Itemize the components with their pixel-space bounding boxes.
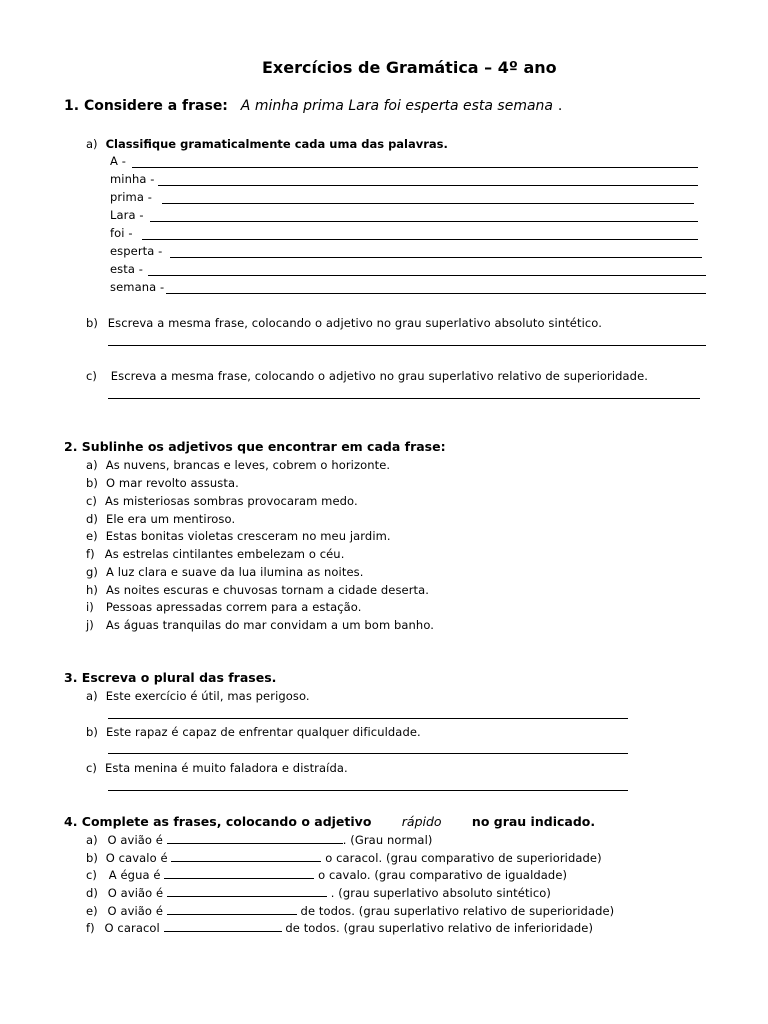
q3-heading: 3. Escreva o plural das frases.	[64, 670, 277, 685]
q1-heading-text: Considere a frase:	[83, 98, 228, 114]
q4-heading-a: 4. Complete as frases, colocando o adjetivo	[64, 814, 372, 829]
answer-line-word-2[interactable]	[162, 203, 694, 204]
word-label-6: esta -	[110, 262, 144, 276]
q4-before: A égua é	[108, 868, 161, 882]
q2-item	[86, 600, 361, 614]
answer-line-q3c[interactable]	[108, 790, 628, 791]
answer-line-word-7[interactable]	[166, 293, 706, 294]
q1c-text: Escreva a mesma frase, colocando o adjetivo no grau superlativo relativo de superioridade.	[110, 369, 649, 383]
q4-letter: d)	[86, 886, 98, 900]
q3-sentence: Este exercício é útil, mas perigoso.	[105, 689, 310, 703]
q1b-text: Escreva a mesma frase, colocando o adjetivo no grau superlativo absoluto sintético.	[107, 316, 602, 330]
q4-blank[interactable]	[167, 833, 343, 844]
q3-sentence: Este rapaz é capaz de enfrentar qualquer dificuldade.	[106, 725, 421, 739]
q4-item	[86, 851, 602, 865]
answer-line-word-6[interactable]	[148, 275, 706, 276]
word-label-1: minha -	[110, 172, 155, 186]
q3-letter: a)	[86, 689, 98, 703]
page-title: Exercícios de Gramática – 4º ano	[262, 58, 557, 77]
q4-after: . (Grau normal)	[342, 833, 433, 847]
q1b-prompt	[86, 316, 602, 330]
word-label-5: esperta -	[110, 244, 163, 258]
q1a-prompt	[86, 137, 448, 151]
q4-item	[86, 833, 432, 847]
q2-sentence: Pessoas apressadas correm para a estação.	[105, 600, 362, 614]
q4-before: O caracol	[104, 921, 160, 935]
q1c-letter: c)	[86, 369, 98, 383]
q4-blank[interactable]	[171, 851, 321, 862]
q4-after: de todos. (grau superlativo relativo de inferioridade)	[285, 921, 594, 935]
q1-phrase: A minha prima Lara foi esperta esta semana	[240, 98, 554, 114]
q2-sentence: As misteriosas sombras provocaram medo.	[105, 494, 358, 508]
q4-before: O avião é	[107, 833, 163, 847]
word-label-2: prima -	[110, 190, 152, 204]
q1a-letter: a)	[86, 137, 98, 151]
q4-after: . (grau superlativo absoluto sintético)	[330, 886, 551, 900]
q2-letter: a)	[86, 458, 98, 472]
q4-letter: a)	[86, 833, 98, 847]
q2-letter: g)	[86, 565, 98, 579]
q1-heading	[64, 98, 562, 114]
answer-line-word-3[interactable]	[150, 221, 698, 222]
q4-letter: f)	[86, 921, 95, 935]
q2-letter: c)	[86, 494, 98, 508]
answer-line-q3a[interactable]	[108, 718, 628, 719]
q4-blank[interactable]	[164, 921, 282, 932]
q2-sentence: As estrelas cintilantes embelezam o céu.	[104, 547, 345, 561]
q2-item	[86, 458, 390, 472]
q4-item	[86, 921, 593, 935]
q2-letter: i)	[86, 600, 94, 614]
q4-item	[86, 868, 567, 882]
q2-item	[86, 565, 364, 579]
q4-heading	[64, 814, 595, 829]
q4-before: O avião é	[107, 886, 164, 900]
q4-after: o caracol. (grau comparativo de superioridade)	[325, 851, 602, 865]
q2-sentence: A luz clara e suave da lua ilumina as noites.	[106, 565, 364, 579]
q1b-letter: b)	[86, 316, 98, 330]
q2-item	[86, 476, 239, 490]
q4-item	[86, 904, 614, 918]
q3-sentence: Esta menina é muito faladora e distraída.	[105, 761, 348, 775]
q2-sentence: As nuvens, brancas e leves, cobrem o horizonte.	[105, 458, 391, 472]
q2-heading: 2. Sublinhe os adjetivos que encontrar em cada frase:	[64, 439, 446, 454]
q4-adjective: rápido	[401, 814, 442, 829]
answer-line-word-0[interactable]	[132, 167, 698, 168]
q2-sentence: Estas bonitas violetas cresceram no meu jardim.	[105, 529, 391, 543]
q4-letter: b)	[86, 851, 98, 865]
answer-line-q3b[interactable]	[108, 753, 628, 754]
q3-letter: b)	[86, 725, 98, 739]
q3-item	[86, 725, 421, 739]
q4-item	[86, 886, 551, 900]
q4-letter: c)	[86, 868, 98, 882]
q3-item	[86, 761, 348, 775]
q3-item	[86, 689, 310, 703]
answer-line-word-4[interactable]	[142, 239, 698, 240]
word-label-4: foi -	[110, 226, 133, 240]
q1a-text: Classifique gramaticalmente cada uma das palavras.	[105, 137, 448, 151]
q4-blank[interactable]	[167, 886, 327, 897]
q2-item	[86, 512, 235, 526]
q2-letter: b)	[86, 476, 98, 490]
q4-before: O cavalo é	[105, 851, 168, 865]
answer-line-q1c[interactable]	[108, 398, 700, 399]
q2-item	[86, 618, 434, 632]
q2-item	[86, 529, 391, 543]
q1-phrase-end: .	[557, 98, 563, 114]
q4-before: O avião é	[107, 904, 164, 918]
q1c-prompt	[86, 369, 648, 383]
q2-sentence: O mar revolto assusta.	[106, 476, 239, 490]
q4-letter: e)	[86, 904, 98, 918]
word-label-7: semana -	[110, 280, 165, 294]
q2-letter: f)	[86, 547, 95, 561]
q2-item	[86, 494, 358, 508]
word-label-3: Lara -	[110, 208, 144, 222]
q4-after: o cavalo. (grau comparativo de igualdade)	[318, 868, 568, 882]
q2-letter: d)	[86, 512, 98, 526]
q2-sentence: Ele era um mentiroso.	[106, 512, 236, 526]
answer-line-word-5[interactable]	[170, 257, 702, 258]
word-label-0: A -	[110, 154, 126, 168]
q4-blank[interactable]	[164, 868, 314, 879]
q1-number: 1.	[64, 98, 80, 114]
q2-item	[86, 547, 344, 561]
q4-blank[interactable]	[167, 904, 297, 915]
answer-line-word-1[interactable]	[158, 185, 698, 186]
q2-letter: j)	[86, 618, 94, 632]
q2-sentence: As águas tranquilas do mar convidam a um bom banho.	[105, 618, 435, 632]
q3-letter: c)	[86, 761, 98, 775]
q4-heading-b: no grau indicado.	[471, 814, 596, 829]
q4-after: de todos. (grau superlativo relativo de superioridade)	[300, 904, 615, 918]
q2-letter: e)	[86, 529, 98, 543]
q2-letter: h)	[86, 583, 98, 597]
answer-line-q1b[interactable]	[108, 345, 706, 346]
q2-item	[86, 583, 429, 597]
q2-sentence: As noites escuras e chuvosas tornam a cidade deserta.	[105, 583, 430, 597]
